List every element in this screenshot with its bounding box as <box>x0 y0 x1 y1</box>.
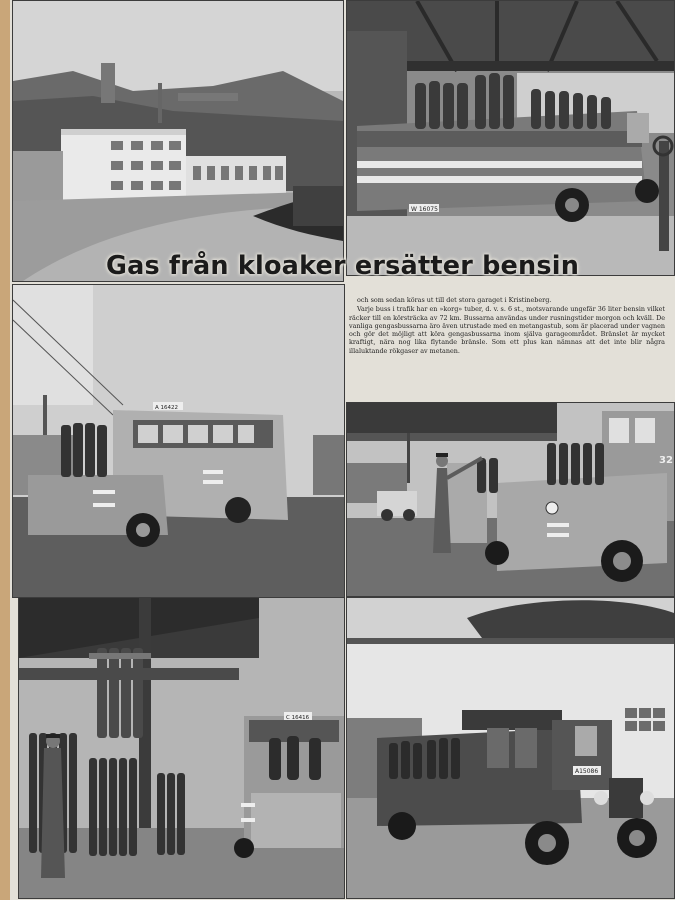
plate-bus-top: W 16075 <box>411 206 438 213</box>
photo-gas-trailer-with-bus <box>12 284 345 598</box>
headline: Gas från kloaker ersätter bensin <box>105 251 580 281</box>
bus-route-badge: 32 <box>659 455 673 466</box>
plate-bus-mid: A 16422 <box>155 405 179 411</box>
magazine-page <box>10 0 675 900</box>
plate-bus-bottom: C 16416 <box>286 715 310 721</box>
photo-gas-truck <box>346 597 675 899</box>
plate-truck: A15086 <box>575 768 599 775</box>
photo-treatment-plant <box>12 0 344 282</box>
article-paragraph: Varje buss i trafik har en »korg» tuber, d. v. s. 6 st., motsvarande ungefär 36 liter bensin vilket räcker till en körsträcka av 72 km. Bussarna användas under rusningstider morgon och kväll. De vanliga gengasbussarna äro även utrustade med en metangastub, som är placerad under vagnen och gör det möjligt att köra gengasbussarna inom själva garageområdet. Bränslet är mycket kraftigt, nära nog lika flytande bränsle. Som ett plus kan nämnas att det inte blir några illaluktande rökgaser av metanen. <box>349 305 665 355</box>
photo-filling-station <box>346 402 675 597</box>
article-paragraph: och som sedan köras ut till det stora garaget i Kristineberg. <box>357 296 552 304</box>
photo-gas-cylinder-filling <box>18 597 345 899</box>
photo-bus-in-garage <box>346 0 675 276</box>
article-column-right <box>349 296 665 392</box>
